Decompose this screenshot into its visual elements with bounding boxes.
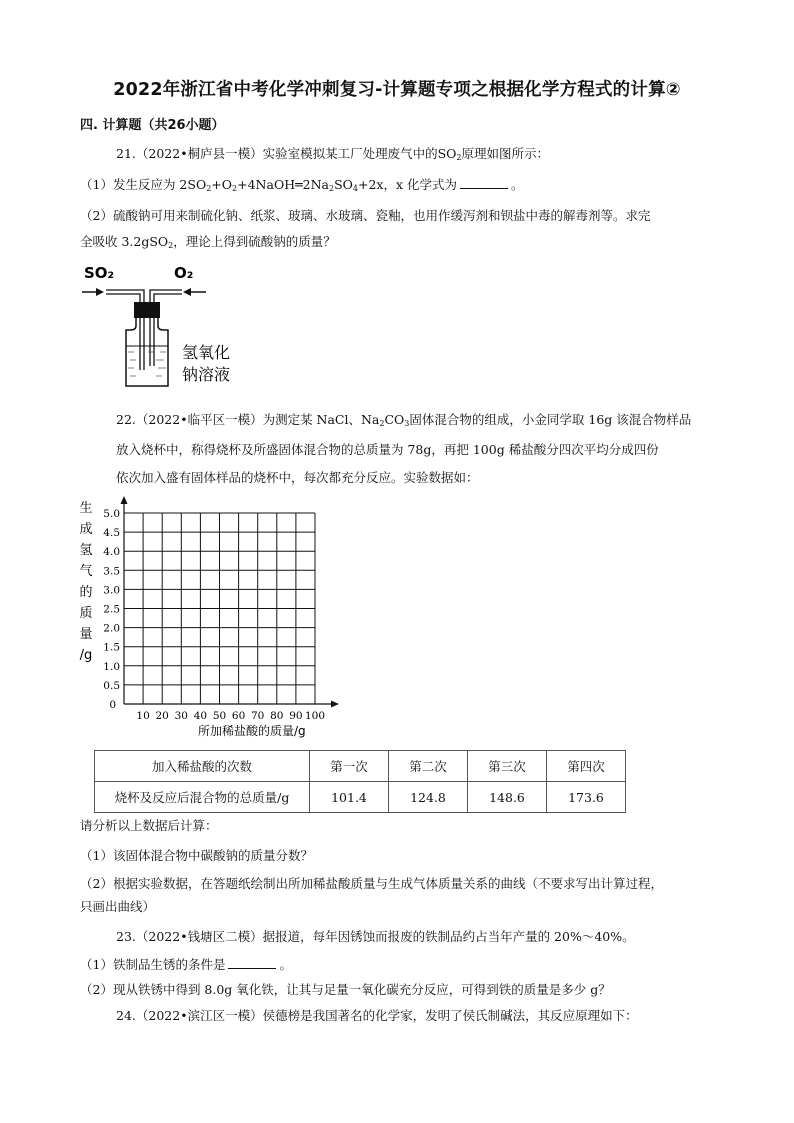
absorption-apparatus-figure (78, 260, 258, 390)
so2-label: SO₂ (84, 264, 115, 282)
x-axis-label: 所加稀盐酸的质量/g (198, 724, 306, 738)
x-tick-label: 20 (155, 710, 169, 722)
answer-blank[interactable] (460, 176, 508, 189)
arrow-left-icon (183, 288, 191, 296)
table-cell: 第四次 (547, 751, 626, 782)
y-tick-label: 3.0 (103, 584, 120, 597)
q22-line1: 22.（2022•临平区一模）为测定某 NaCl、$Na_2CO_3$固体混合物的组成，小金同学取 16g 该混合物样品 (116, 412, 692, 428)
q23-intro: 23.（2022•钱塘区二模）据报道，每年因锈蚀而报废的铁制品约占当年产量的 20%～40%。 (116, 929, 635, 944)
table-cell: 173.6 (547, 782, 626, 813)
solution-label-line1: 氢氧化 (182, 343, 231, 362)
y-axis-label-char: 氢 (79, 543, 93, 558)
table-cell: 烧杯及反应后混合物的总质量/g (95, 782, 310, 813)
table-cell: 第二次 (389, 751, 468, 782)
q22-line2: 放入烧杯中，称得烧杯及所盛固体混合物的总质量为 78g，再把 100g 稀盐酸分四次平均分成四份 (116, 442, 659, 457)
table-cell: 148.6 (468, 782, 547, 813)
table-cell: 加入稀盐酸的次数 (95, 751, 310, 782)
y-tick-label: 4.5 (103, 527, 120, 540)
table-header-row (95, 751, 626, 782)
table-cell: 124.8 (389, 782, 468, 813)
y-axis-label (79, 500, 92, 663)
y-tick-label: 0.5 (103, 679, 120, 692)
origin-label: 0 (109, 699, 116, 711)
y-tick-label: 5.0 (103, 508, 120, 520)
x-tick-label: 60 (231, 710, 246, 722)
x-tick-label: 100 (304, 710, 326, 722)
q23-part1: （1）铁制品生锈的条件是 。 (80, 957, 292, 972)
x-tick-label: 10 (136, 710, 150, 722)
table-cell: 第一次 (310, 751, 389, 782)
rubber-stopper (134, 302, 160, 318)
x-tick-label: 50 (212, 710, 227, 722)
x-tick-label: 40 (193, 710, 208, 722)
y-tick-label: 3.5 (103, 565, 120, 578)
table-cell: 101.4 (310, 782, 389, 813)
solution-label-line2: 钠溶液 (182, 365, 231, 384)
q24-intro: 24.（2022•滨江区一模）侯德榜是我国著名的化学家，发明了侯氏制碱法，其反应原理如下： (116, 1008, 638, 1023)
x-tick-label: 90 (289, 710, 303, 722)
y-axis-label-char: 质 (79, 606, 93, 621)
q22-line3: 依次加入盛有固体样品的烧杯中，每次都充分反应。实验数据如： (116, 470, 479, 485)
y-tick-label: 2.0 (103, 622, 120, 635)
table-cell: 第三次 (468, 751, 547, 782)
y-axis-arrow-icon (121, 496, 128, 504)
q21-part2-line1: （2）硫酸钠可用来制硫化钠、纸浆、玻璃、水玻璃、瓷釉，也用作缓泻剂和钡盐中毒的解毒剂等。求完 (80, 208, 651, 223)
x-axis-arrow-icon (331, 701, 339, 708)
x-tick-label: 30 (174, 710, 188, 722)
y-tick-label: 1.5 (103, 641, 120, 654)
x-tick-label: 70 (251, 710, 265, 722)
y-axis-label-char: 量 (79, 627, 93, 642)
chart-ticks (103, 508, 325, 722)
x-tick-label: 80 (270, 710, 284, 722)
q21-part2-line2: 全吸收 3.2gSO$_2$，理论上得到硫酸钠的质量？ (80, 234, 336, 250)
y-axis-label-char: 气 (79, 564, 93, 579)
table-row (95, 782, 626, 813)
document-title: 2022年浙江省中考化学冲刺复习-计算题专项之根据化学方程式的计算② (113, 80, 681, 100)
y-axis-label-char: 的 (79, 585, 93, 600)
gas-mass-grid-chart (70, 492, 350, 747)
y-tick-label: 2.5 (103, 603, 120, 616)
answer-blank[interactable] (228, 956, 276, 969)
q23-part2: （2）现从铁锈中得到 8.0g 氧化铁，让其与足量一氧化碳充分反应，可得到铁的质量是多少 g？ (80, 982, 611, 997)
q22-sub2-line1: （2）根据实验数据，在答题纸绘制出所加稀盐酸质量与生成气体质量关系的曲线（不要求写出计算过程， (80, 876, 663, 891)
o2-label: O₂ (174, 264, 194, 282)
chart-grid (121, 496, 340, 708)
y-axis-label-char: 生 (79, 501, 93, 516)
q21-intro: 21.（2022•桐庐县一模）实验室模拟某工厂处理废气中的$SO_2$原理如图所示： (116, 146, 549, 162)
y-axis-label-char: /g (79, 648, 93, 663)
q22-sub1: （1）该固体混合物中碳酸钠的质量分数？ (80, 848, 313, 863)
y-axis-label-char: 成 (79, 522, 93, 537)
section-heading: 四. 计算题（共26小题） (80, 118, 225, 133)
q22-sub2-line2: 只画出曲线） (80, 899, 156, 914)
q22-ask: 请分析以上数据后计算： (80, 818, 218, 833)
q21-part1: （1）发生反应为 $2SO_2+O_2+4NaOH═2Na_2SO_4+2x$，x 化学式为 。 (80, 177, 524, 193)
experiment-data-table (94, 750, 626, 813)
y-tick-label: 1.0 (103, 660, 120, 673)
y-tick-label: 4.0 (103, 546, 120, 559)
arrow-right-icon (96, 288, 104, 296)
